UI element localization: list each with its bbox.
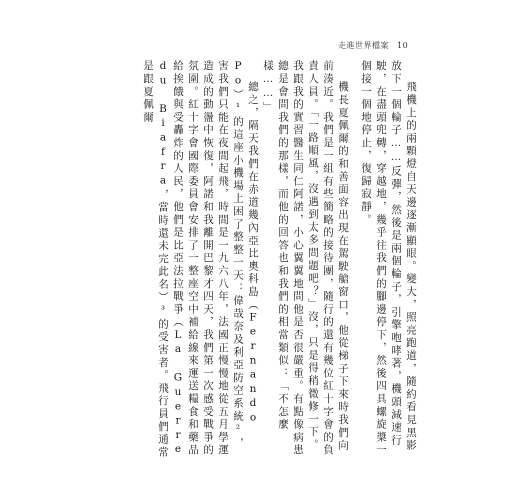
book-title: 走進世界檔案 xyxy=(338,41,389,50)
running-header xyxy=(338,40,408,51)
paragraph-1: 飛機上的兩顆燈自天邊逐漸顯眼。變大，照亮跑道，隨約看見黑影放下一個輪子……反彈，然後是兩個輪子，引擎咆哮著，機頭減速行駛，在盡頭兜轉，穿越地，幾乎往我們的腳邊停下，然後四具螺旋槳一個接一個地停止，復歸寂靜。 xyxy=(360,60,417,457)
paragraph-3: 總之，隔天我們在赤道幾內亞比奧科島（Fernando Po）¹的這座小機場上困了整整一天：偉哉奈及利亞防空系統²，害我們只能在夜間起飛，時間是一九六八年，法國正慢慢地從五月學運造成的動盪中恢復，阿諾和我離開巴黎才四天，我們第一次感受戰爭的氛圍。紅十字會國際委員會安排了一整座空中補給線來運送糧食和藥品給挨餓與受轟炸的人民，他們是比亞法拉戰爭（La Guerre du Biafra，當時還未完此名）³的受害者。飛行員們通常是跟夏佩爾 xyxy=(142,60,259,459)
body-text xyxy=(128,60,426,460)
paragraph-2: 機長夏佩爾的和善面容出現在駕駛艙窗口，他從梯子下來時我們向前湊近。我們是一組有些簡略的接待團，隨行的還有幾位紅十字會的負責人員。「一路順風，沒遇到太多問題吧？」沒，只是得稍微修一下。我跟我的實習醫生同仁阿諾，小心翼翼地問他是否很嚴重。有點像病患總是會問我們的那樣，而他的回答也和我們的相當類似：「不怎麼樣……」 xyxy=(262,60,349,457)
page-number: 10 xyxy=(397,41,409,50)
